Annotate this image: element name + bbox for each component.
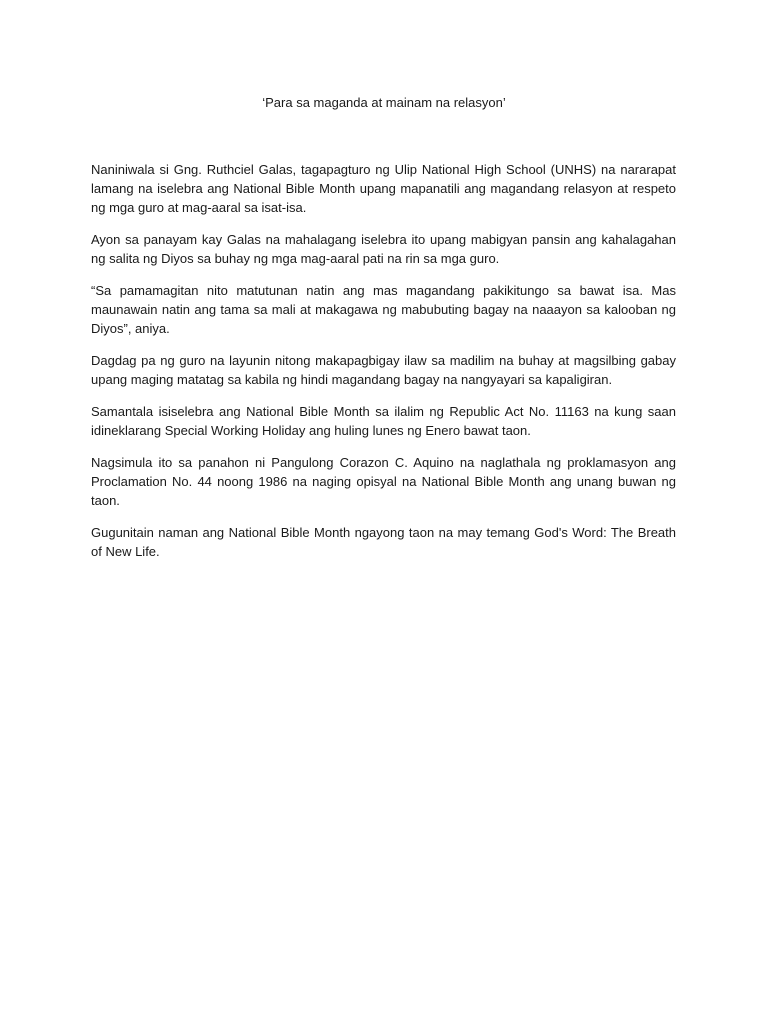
article-body [91, 160, 676, 574]
paragraph-1: Naniniwala si Gng. Ruthciel Galas, tagapagturo ng Ulip National High School (UNHS) na nararapat lamang na iselebra ang National Bible Month upang mapanatili ang magandang relasyon at respeto ng mga guro at mag-aaral sa isat-isa. [91, 162, 676, 215]
paragraph-4: Dagdag pa ng guro na layunin nitong makapagbigay ilaw sa madilim na buhay at magsilbing gabay upang maging matatag sa kabila ng hindi magandang bagay na nangyayari sa kapaligiran. [91, 353, 676, 387]
paragraph-7: Gugunitain naman ang National Bible Month ngayong taon na may temang God's Word: The Breath of New Life. [91, 525, 676, 559]
article-title: ‘Para sa maganda at mainam na relasyon’ [262, 95, 506, 110]
paragraph-6: Nagsimula ito sa panahon ni Pangulong Corazon C. Aquino na naglathala ng proklamasyon ang Proclamation No. 44 noong 1986 na naging opisyal na National Bible Month ang unang buwan ng taon. [91, 455, 676, 508]
paragraph-2: Ayon sa panayam kay Galas na mahalagang iselebra ito upang mabigyan pansin ang kahalagahan ng salita ng Diyos sa buhay ng mga mag-aaral pati na rin sa mga guro. [91, 232, 676, 266]
paragraph-5: Samantala isiselebra ang National Bible Month sa ilalim ng Republic Act No. 11163 na kung saan idineklarang Special Working Holiday ang huling lunes ng Enero bawat taon. [91, 404, 676, 438]
paragraph-3: “Sa pamamagitan nito matutunan natin ang mas magandang pakikitungo sa bawat isa. Mas maunawain natin ang tama sa mali at makagawa ng mabubuting bagay na naaayon sa kalooban ng Diyos”, aniya. [91, 283, 676, 336]
